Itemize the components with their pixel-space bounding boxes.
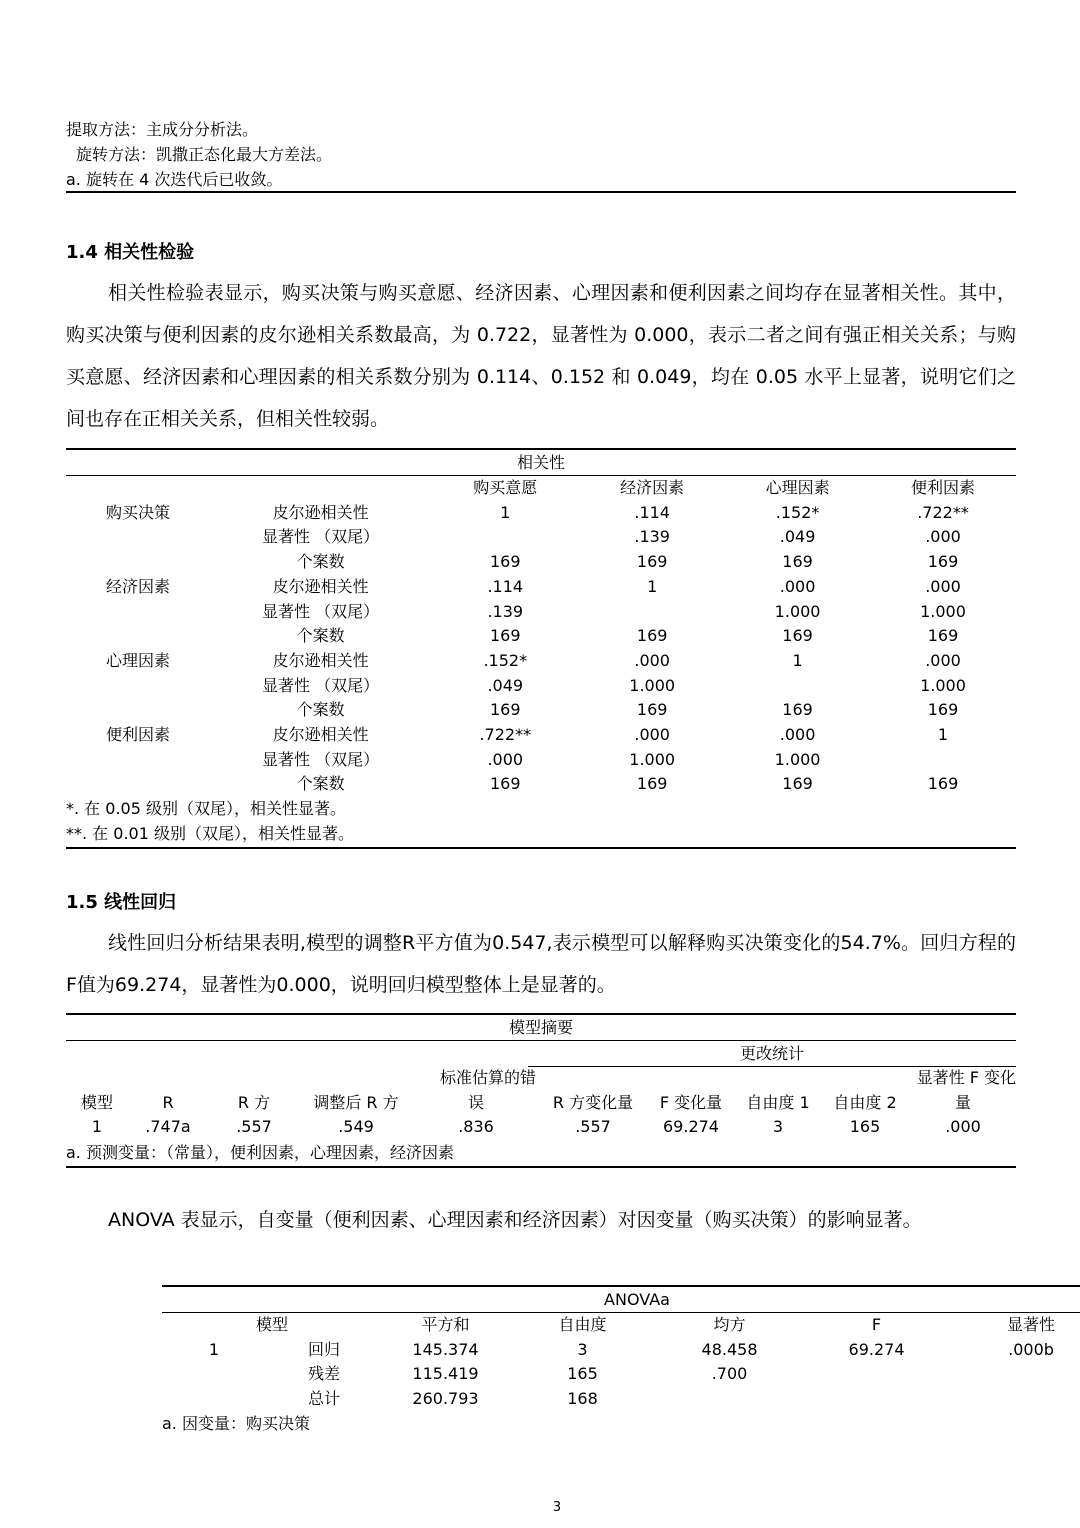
anova-intro-paragraph: ANOVA 表显示，自变量（便利因素、心理因素和经济因素）对因变量（购买决策）的影响显著。 — [108, 1209, 922, 1231]
model-column-header — [736, 1066, 820, 1091]
model-value-cell: 1 — [91, 1117, 103, 1137]
corr-value-cell: 169 — [636, 774, 668, 794]
model-column-header: R — [162, 1092, 174, 1112]
corr-value-cell: .152* — [483, 650, 528, 670]
corr-value-cell: 1.000 — [629, 675, 676, 695]
anova-value-cell: .000b — [1008, 1339, 1054, 1359]
corr-variable-label — [66, 525, 210, 550]
convergence-note: a. 旋转在 4 次迭代后已收敛。 — [66, 170, 283, 189]
corr-value-cell: .000 — [634, 650, 670, 670]
corr-value-cell: .139 — [487, 601, 524, 621]
anova-value-cell — [803, 1362, 950, 1387]
corr-column-header: 心理因素 — [765, 478, 830, 497]
anova-value-cell: 145.374 — [412, 1339, 479, 1359]
table-row — [66, 674, 1016, 699]
anova-table-note: a. 因变量：购买决策 — [162, 1414, 310, 1433]
corr-value-cell: .139 — [634, 527, 670, 547]
anova-model-number — [162, 1387, 266, 1412]
corr-value-cell: .000 — [634, 725, 670, 745]
anova-value-cell — [803, 1387, 950, 1412]
corr-variable-label — [66, 772, 210, 797]
corr-statistic-label: 个案数 — [296, 552, 345, 572]
corr-value-cell: .722** — [917, 502, 969, 522]
rotation-method-note: 旋转方法：凯撒正态化最大方差法。 — [76, 145, 333, 164]
corr-value-cell: 169 — [636, 552, 668, 572]
anova-column-header: 模型 — [256, 1315, 289, 1334]
corr-value-cell: 1 — [500, 502, 511, 522]
corr-statistic-label: 皮尔逊相关性 — [272, 502, 369, 522]
corr-value-cell: .000 — [925, 650, 961, 670]
corr-variable-label — [66, 698, 210, 723]
model-column-header: 调整后 R 方 — [313, 1092, 399, 1112]
corr-variable-label — [66, 748, 210, 773]
model-column-header — [540, 1066, 646, 1091]
corr-value-cell: .722** — [479, 725, 532, 745]
corr-statistic-label: 个案数 — [296, 774, 345, 794]
change-stats-header: 更改统计 — [739, 1044, 804, 1063]
table-bottom-rule — [66, 191, 1016, 193]
corr-value-cell: 169 — [489, 552, 521, 572]
corr-column-header: 购买意愿 — [473, 478, 538, 497]
anova-header-row — [162, 1313, 1080, 1338]
model-header-row-top — [66, 1066, 1016, 1091]
model-column-header — [208, 1066, 300, 1091]
corr-statistic-label: 显著性 （双尾） — [262, 601, 380, 621]
corr-value-cell: .152* — [775, 502, 820, 522]
corr-value-cell: 1 — [647, 576, 658, 596]
model-value-cell: .557 — [236, 1117, 272, 1137]
model-value-cell: .747a — [145, 1117, 191, 1137]
corr-value-cell: 1.000 — [774, 601, 821, 621]
table-row — [66, 525, 1016, 550]
anova-model-number — [162, 1362, 266, 1387]
corr-value-cell: .114 — [634, 502, 670, 522]
page-number: 3 — [552, 1500, 562, 1515]
corr-statistic-label: 个案数 — [296, 626, 345, 646]
anova-row-label: 总计 — [308, 1389, 341, 1409]
model-column-header — [128, 1066, 208, 1091]
corr-value-cell: .049 — [779, 527, 816, 547]
anova-table-top-rule — [162, 1285, 1080, 1287]
model-column-header: 显著性 F 变化 — [916, 1068, 1016, 1087]
corr-value-cell: .000 — [779, 576, 816, 596]
corr-value-cell: .049 — [487, 675, 524, 695]
anova-table-caption: ANOVAa — [604, 1290, 670, 1309]
table-row — [66, 748, 1016, 773]
corr-value-cell: 169 — [927, 700, 959, 720]
corr-note-2: **. 在 0.01 级别（双尾），相关性显著。 — [66, 824, 354, 843]
anova-column-header: F — [871, 1315, 882, 1334]
model-column-header: 自由度 2 — [833, 1092, 897, 1112]
model-table-bottom-rule — [66, 1166, 1016, 1168]
corr-variable-label — [66, 674, 210, 699]
model-column-header: 自由度 1 — [746, 1092, 810, 1112]
anova-column-header: 显著性 — [1007, 1315, 1056, 1334]
table-row — [162, 1338, 1080, 1363]
corr-value-cell: 169 — [489, 774, 521, 794]
corr-value-cell: 169 — [927, 626, 959, 646]
anova-row-label: 残差 — [308, 1364, 341, 1384]
corr-statistic-label: 显著性 （双尾） — [262, 675, 380, 695]
anova-value-cell: 48.458 — [701, 1339, 758, 1359]
corr-value-cell: .000 — [925, 527, 961, 547]
corr-statistic-label: 皮尔逊相关性 — [272, 725, 369, 745]
corr-value-cell: .000 — [487, 749, 524, 769]
anova-row-label: 回归 — [308, 1339, 341, 1359]
model-summary-table — [66, 1066, 1016, 1140]
model-column-header — [300, 1066, 412, 1091]
corr-statistic-label: 显著性 （双尾） — [262, 527, 380, 547]
anova-value-cell: 115.419 — [412, 1364, 479, 1384]
table-row — [66, 624, 1016, 649]
table-row — [66, 649, 1016, 674]
corr-value-cell: 169 — [782, 774, 813, 794]
extraction-method-note: 提取方法：主成分分析法。 — [66, 120, 259, 139]
anova-value-cell: 3 — [577, 1339, 588, 1359]
corr-variable-label: 心理因素 — [105, 650, 170, 670]
corr-statistic-label: 个案数 — [296, 700, 345, 720]
model-value-cell: .000 — [945, 1117, 981, 1137]
model-column-header: 模型 — [80, 1092, 113, 1112]
corr-statistic-label: 皮尔逊相关性 — [272, 576, 369, 596]
corr-statistic-label: 显著性 （双尾） — [262, 749, 380, 769]
anova-value-cell — [950, 1387, 1080, 1412]
corr-value-cell: 1 — [937, 725, 949, 745]
corr-table-caption: 相关性 — [516, 453, 565, 472]
model-column-header: 标准估算的错 — [439, 1068, 536, 1087]
table-row — [162, 1362, 1080, 1387]
model-column-header — [66, 1066, 128, 1091]
corr-value-cell — [431, 525, 579, 550]
anova-value-cell: 168 — [567, 1389, 598, 1409]
model-column-header — [646, 1066, 736, 1091]
corr-column-header: 经济因素 — [620, 478, 685, 497]
corr-variable-label: 购买决策 — [105, 502, 170, 522]
model-column-header: 误 — [467, 1092, 484, 1112]
anova-column-header: 均方 — [713, 1315, 746, 1334]
anova-value-cell: 165 — [567, 1364, 598, 1384]
model-value-cell: .549 — [338, 1117, 374, 1137]
corr-value-cell: .114 — [487, 576, 524, 596]
corr-value-cell: 1.000 — [629, 749, 676, 769]
section-heading-correlation: 1.4 相关性检验 — [66, 242, 195, 263]
model-column-header: R 方变化量 — [552, 1092, 634, 1112]
corr-value-cell: 169 — [636, 700, 668, 720]
corr-variable-label: 便利因素 — [105, 725, 170, 745]
table-row — [66, 550, 1016, 575]
corr-value-cell: 169 — [927, 552, 959, 572]
model-value-cell: 69.274 — [663, 1117, 719, 1137]
corr-value-cell: 169 — [782, 700, 813, 720]
corr-note-1: *. 在 0.05 级别（双尾），相关性显著。 — [66, 799, 346, 818]
corr-value-cell: 169 — [782, 626, 813, 646]
corr-value-cell — [870, 748, 1016, 773]
corr-variable-label — [66, 624, 210, 649]
corr-table-bottom-rule — [66, 847, 1016, 849]
model-value-cell: 3 — [772, 1117, 784, 1137]
corr-column-header: 便利因素 — [911, 478, 976, 497]
corr-variable-label — [66, 600, 210, 625]
corr-value-cell: 169 — [782, 552, 813, 572]
model-table-caption: 模型摘要 — [508, 1018, 573, 1037]
corr-value-cell: 1 — [792, 650, 803, 670]
table-row — [66, 772, 1016, 797]
corr-statistic-label: 皮尔逊相关性 — [272, 650, 369, 670]
corr-value-cell: 1.000 — [920, 675, 966, 695]
corr-header-blank — [66, 476, 210, 501]
model-data-row — [66, 1115, 1016, 1140]
anova-value-cell — [656, 1387, 803, 1412]
corr-variable-label — [66, 550, 210, 575]
corr-value-cell — [725, 674, 870, 699]
table-row — [66, 698, 1016, 723]
model-column-header: 量 — [954, 1092, 971, 1112]
corr-value-cell: 1.000 — [920, 601, 966, 621]
corr-variable-label: 经济因素 — [105, 576, 170, 596]
regression-paragraph: 线性回归分析结果表明,模型的调整R平方值为0.547,表示模型可以解释购买决策变化的54.7%。回归方程的F值为69.274，显著性为0.000，说明回归模型整体上是显著的。 — [66, 932, 1016, 996]
corr-value-cell: 169 — [636, 626, 668, 646]
model-column-header: R 方 — [237, 1092, 271, 1112]
corr-value-cell: 169 — [927, 774, 959, 794]
anova-value-cell: 260.793 — [412, 1389, 479, 1409]
model-column-header: F 变化量 — [659, 1092, 723, 1112]
model-column-header — [820, 1066, 910, 1091]
model-value-cell: .557 — [575, 1117, 611, 1137]
table-row — [66, 600, 1016, 625]
corr-value-cell: 1.000 — [774, 749, 821, 769]
section-heading-regression: 1.5 线性回归 — [66, 892, 177, 913]
table-row — [66, 501, 1016, 526]
correlation-table — [66, 476, 1016, 797]
model-header-row — [66, 1091, 1016, 1116]
anova-table — [162, 1313, 1080, 1412]
corr-header-row — [66, 476, 1016, 501]
anova-column-header: 自由度 — [558, 1315, 607, 1334]
anova-model-number: 1 — [208, 1339, 220, 1359]
corr-value-cell: 169 — [489, 626, 521, 646]
anova-value-cell: 69.274 — [848, 1339, 905, 1359]
table-row — [162, 1387, 1080, 1412]
corr-value-cell: .000 — [925, 576, 961, 596]
anova-column-header: 平方和 — [421, 1315, 470, 1334]
corr-header-blank — [210, 476, 431, 501]
table-row — [66, 575, 1016, 600]
correlation-paragraph: 相关性检验表显示，购买决策与购买意愿、经济因素、心理因素和便利因素之间均存在显著相关性。其中，购买决策与便利因素的皮尔逊相关系数最高，为 0.722，显著性为 0.000，表示二者之间有强正相关关系；与购买意愿、经济因素和心理因素的相关系数分别为 0.114、0.152 和 0.049，均在 0.05 水平上显著，说明它们之间也存在正相关关系，但相关性较弱。 — [66, 282, 1016, 430]
corr-value-cell — [579, 600, 725, 625]
table-row — [66, 723, 1016, 748]
anova-value-cell — [950, 1362, 1080, 1387]
model-value-cell: 165 — [849, 1117, 881, 1137]
corr-value-cell: .000 — [779, 725, 816, 745]
anova-value-cell: .700 — [711, 1364, 748, 1384]
corr-value-cell: 169 — [489, 700, 521, 720]
model-value-cell: .836 — [458, 1117, 494, 1137]
model-table-note: a. 预测变量：（常量），便利因素，心理因素，经济因素 — [66, 1143, 454, 1162]
